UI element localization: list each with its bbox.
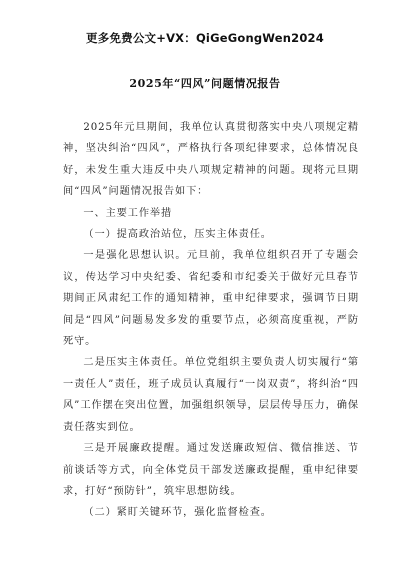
intro-paragraph: 2025年元旦期间，我单位认真贯彻落实中央八项规定精神，坚决纠治“四风”，严格执行各项纪律要求，总体情况良好，未发生重大违反中央八项规定精神的问题。现将元旦期间“四风”问题情况报告如下： [63, 122, 359, 198]
subsection-heading: （一）提高政治站位，压实主体责任。 [83, 229, 272, 241]
document-body [63, 117, 359, 524]
subsection-heading: （二）紧盯关键环节，强化监督检查。 [83, 507, 272, 519]
document-title: 2025年“四风”问题情况报告 [129, 77, 281, 90]
body-paragraph: 三是开展廉政提醒。通过发送廉政短信、微信推送、节前谈话等方式，向全体党员干部发送廉政提醒，重申纪律要求，打好“预防针”，筑牢思想防线。 [63, 443, 359, 497]
section-heading: 一、主要工作举措 [83, 207, 173, 219]
header-note: 更多免费公文+VX：QiGeGongWen2024 [86, 31, 324, 45]
body-paragraph: 二是压实主体责任。单位党组织主要负责人切实履行“第一责任人”责任，班子成员认真履行“一岗双责”，将纠治“四风”工作摆在突出位置，加强组织领导，层层传导压力，确保责任落实到位。 [63, 357, 359, 433]
body-paragraph: 一是强化思想认识。元旦前，我单位组织召开了专题会议，传达学习中央纪委、省纪委和市纪委关于做好元旦春节期间正风肃纪工作的通知精神，重申纪律要求，强调节日期间是“四风”问题易发多发的重要节点，必须高度重视，严防死守。 [63, 250, 359, 348]
